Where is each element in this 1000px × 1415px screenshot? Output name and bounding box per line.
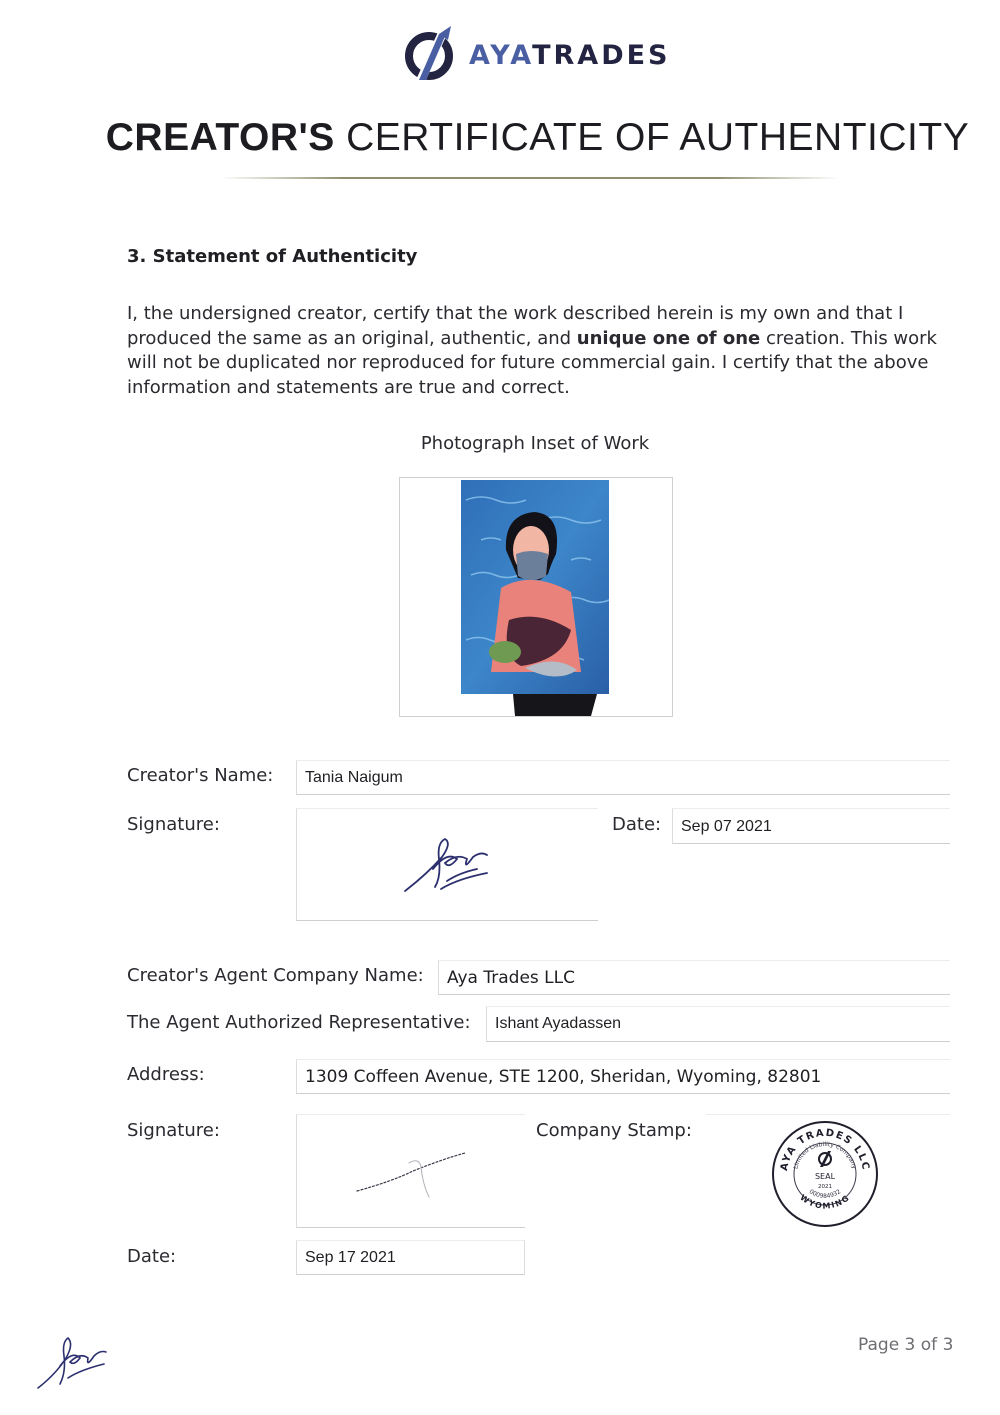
- creator-signature-field[interactable]: [296, 808, 598, 921]
- creator-signature-icon: [397, 829, 497, 899]
- statement-part1: I, the undersigned creator, certify that the work described herein is my own and that I produced the same as an original, authentic, and: [127, 303, 904, 349]
- aya-trades-logo-icon: [405, 24, 455, 88]
- company-stamp-label: Company Stamp:: [536, 1120, 692, 1141]
- seal-top-text: AYA TRADES LLC: [779, 1127, 872, 1172]
- artwork-image: [461, 480, 611, 716]
- agent-signature-icon: [353, 1145, 473, 1205]
- seal-center-text: SEAL: [814, 1172, 836, 1181]
- agent-rep-field[interactable]: [486, 1006, 950, 1042]
- brand-wordmark: [469, 40, 671, 71]
- agent-address-label: Address:: [127, 1064, 205, 1085]
- title-rest: CERTIFICATE OF AUTHENTICITY: [334, 116, 970, 159]
- title-bold: CREATOR'S: [105, 116, 335, 159]
- statement-emphasis: unique one of one: [576, 327, 761, 349]
- creator-date-field[interactable]: [672, 808, 950, 844]
- creator-name-value: Tania Naigum: [305, 769, 403, 786]
- inset-caption: Photograph Inset of Work: [420, 433, 650, 454]
- statement-paragraph: [127, 302, 947, 400]
- footer-initials-signature-icon: [34, 1328, 114, 1394]
- statement-part2: creation. This work will not be duplicated nor reproduced for future commercial gain. I certify that the above information and statements are true and correct.: [127, 327, 937, 398]
- creator-date-value: Sep 07 2021: [681, 818, 772, 835]
- creator-name-label: Creator's Name:: [127, 765, 274, 786]
- document-title: [0, 116, 1000, 160]
- agent-date-field[interactable]: [296, 1240, 525, 1275]
- brand-trades: TRADES: [532, 40, 671, 71]
- agent-signature-label: Signature:: [127, 1120, 220, 1141]
- creator-name-field[interactable]: [296, 760, 950, 795]
- agent-date-label: Date:: [127, 1246, 177, 1267]
- artwork-photo-frame: [399, 477, 673, 717]
- company-logo: [405, 24, 675, 90]
- seal-bottom-text: WYOMING: [798, 1192, 852, 1211]
- seal-inner-text: Limited Liability Company: [792, 1140, 858, 1170]
- agent-address-field[interactable]: [296, 1059, 950, 1094]
- company-seal-icon: [770, 1119, 880, 1229]
- company-seal-stamp: [770, 1119, 880, 1229]
- agent-signature-field[interactable]: [296, 1114, 525, 1228]
- agent-rep-value: Ishant Ayadassen: [495, 1015, 622, 1032]
- brand-aya: AYA: [469, 40, 533, 71]
- agent-company-field[interactable]: [438, 960, 950, 995]
- creator-signature-label: Signature:: [127, 814, 220, 835]
- seal-year: 2021: [818, 1184, 832, 1190]
- agent-address-value: 1309 Coffeen Avenue, STE 1200, Sheridan, Wyoming, 82801: [305, 1067, 822, 1087]
- agent-company-value: Aya Trades LLC: [447, 968, 575, 988]
- seal-logo-icon: [819, 1151, 831, 1167]
- agent-rep-label: The Agent Authorized Representative:: [127, 1012, 471, 1033]
- agent-company-label: Creator's Agent Company Name:: [127, 965, 424, 986]
- title-divider: [220, 177, 840, 179]
- seal-number-text: 000984932: [807, 1188, 843, 1200]
- section-heading: 3. Statement of Authenticity: [127, 246, 418, 267]
- creator-date-label: Date:: [612, 814, 662, 835]
- page-number: Page 3 of 3: [858, 1335, 954, 1355]
- agent-date-value: Sep 17 2021: [305, 1249, 396, 1266]
